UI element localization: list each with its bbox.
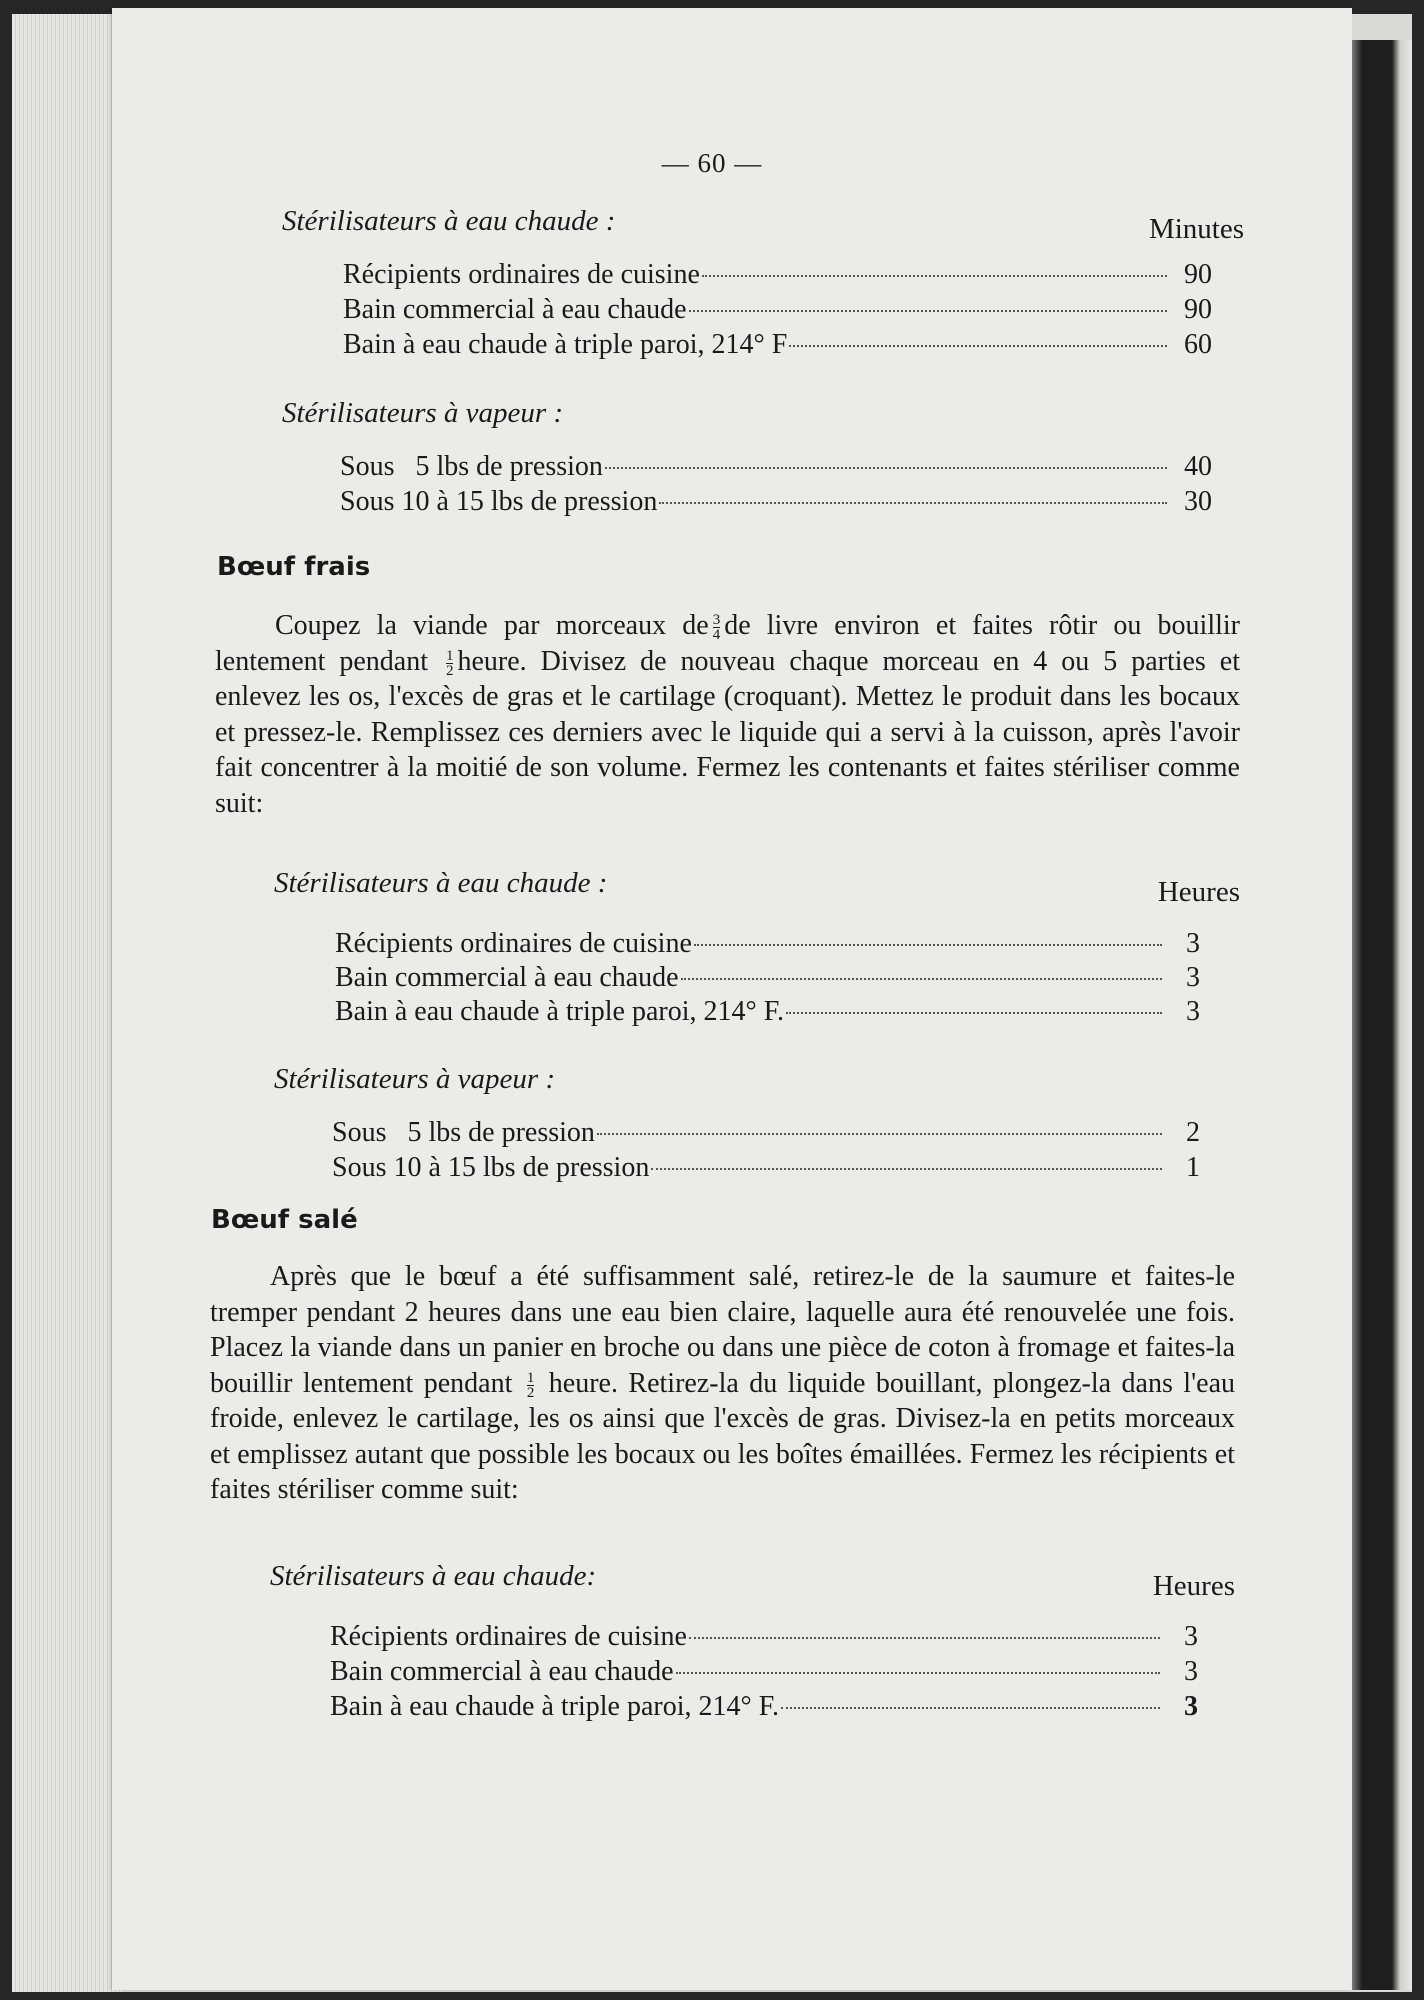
dot-leader — [605, 467, 1167, 469]
unit-label: Heures — [1152, 1570, 1235, 1602]
paragraph-text: de livre environ et faites rôtir ou bouillir lentement pendant — [215, 610, 1240, 677]
table-row — [330, 1620, 1216, 1654]
row-value: 3 — [1184, 1656, 1198, 1687]
unit-label: Minutes — [1148, 213, 1244, 245]
table-row — [335, 927, 1218, 961]
dot-leader — [689, 310, 1167, 312]
row-value: 30 — [1184, 486, 1212, 517]
dot-leader — [681, 978, 1162, 980]
dot-leader — [781, 1707, 1160, 1709]
row-label: Bain à eau chaude à triple paroi, 214° F. — [330, 1691, 780, 1722]
table-row — [343, 258, 1223, 292]
paragraph-text: Après que le bœuf a été suffisamment salé, retirez-le de la saumure et faites-le tremper pendant 2 heures dans une eau bien claire, laquelle aura été renouvelée une fois. Placez la viande dans un panier en broche ou dans une pièce de coton à fromage et faites-la bouillir lentement pendant — [210, 1261, 1235, 1399]
table-row — [330, 1690, 1216, 1724]
section-label: Stérilisateurs à vapeur : — [274, 1063, 556, 1095]
page-number: — 60 — — [661, 148, 763, 178]
row-value: 3 — [1184, 1621, 1198, 1652]
row-label: Bain à eau chaude à triple paroi, 214° F. — [335, 996, 785, 1027]
row-label: Bain commercial à eau chaude — [335, 962, 679, 993]
table-row — [330, 1655, 1216, 1689]
section-label: Stérilisateurs à eau chaude : — [274, 867, 608, 899]
dot-leader — [689, 1637, 1160, 1639]
dot-leader — [789, 345, 1167, 347]
section-label: Stérilisateurs à eau chaude: — [270, 1560, 597, 1592]
table-row — [340, 485, 1223, 519]
table-row — [343, 293, 1223, 327]
dot-leader — [597, 1133, 1162, 1135]
table-row — [335, 995, 1218, 1029]
row-label: Sous 10 à 15 lbs de pression — [340, 486, 658, 517]
dot-leader — [676, 1672, 1160, 1674]
paragraph-text: Coupez la viande par morceaux de — [275, 610, 709, 641]
paragraph-text: heure. Divisez de nouveau chaque morceau en 4 ou 5 parties et enlevez les os, l'excès de gras et le cartilage (croquant). Mettez le produit dans les bocaux et pressez-le. Remplissez ces derniers avec le liquide qui a servi à la cuisson, après l'avoir fait concentrer à la moitié de son volume. Fermez les contenants et faites stériliser comme suit: — [215, 645, 1240, 819]
table-row — [340, 450, 1223, 484]
dot-leader — [702, 275, 1167, 277]
row-value: 1 — [1186, 1152, 1200, 1183]
unit-label: Heures — [1157, 876, 1240, 908]
row-label: Sous 5 lbs de pression — [332, 1117, 595, 1148]
row-label: Bain commercial à eau chaude — [343, 294, 687, 325]
paragraph — [215, 608, 1240, 821]
section-label: Stérilisateurs à vapeur : — [282, 397, 564, 429]
row-value: 3 — [1186, 996, 1200, 1027]
row-label: Récipients ordinaires de cuisine — [330, 1621, 687, 1652]
row-label: Bain commercial à eau chaude — [330, 1656, 674, 1687]
dot-leader — [651, 1168, 1162, 1170]
row-label: Récipients ordinaires de cuisine — [343, 259, 700, 290]
row-label: Récipients ordinaires de cuisine — [335, 928, 692, 959]
row-value: 3 — [1184, 1691, 1198, 1722]
row-value: 60 — [1184, 329, 1212, 360]
row-value: 90 — [1184, 294, 1212, 325]
row-label: Sous 10 à 15 lbs de pression — [332, 1152, 650, 1183]
row-value: 3 — [1186, 928, 1200, 959]
row-value: 90 — [1184, 259, 1212, 290]
row-label: Sous 5 lbs de pression — [340, 451, 603, 482]
section-label: Stérilisateurs à eau chaude : — [282, 205, 616, 237]
dot-leader — [694, 944, 1162, 946]
section-heading: Bœuf frais — [217, 552, 371, 582]
section-heading: Bœuf salé — [211, 1205, 358, 1235]
fraction: $\frac{3}{4}$ — [712, 612, 721, 644]
table-row — [332, 1116, 1218, 1150]
row-label: Bain à eau chaude à triple paroi, 214° F — [343, 329, 788, 360]
dot-leader — [786, 1012, 1162, 1014]
table-row — [335, 961, 1218, 995]
dot-leader — [659, 502, 1167, 504]
fraction: $\frac{1}{2}$ — [445, 647, 454, 679]
row-value: 2 — [1186, 1117, 1200, 1148]
paragraph-text: heure. Retirez-la du liquide bouillant, plongez-la dans l'eau froide, enlevez le cartilage, les os ainsi que l'excès de gras. Divisez-la en petits morceaux et emplissez autant que possible les bocaux ou les boîtes émaillées. Fermez les récipients et faites stériliser comme suit: — [210, 1367, 1235, 1505]
fraction: $\frac{1}{2}$ — [526, 1369, 535, 1401]
table-row — [332, 1151, 1218, 1185]
row-value: 40 — [1184, 451, 1212, 482]
row-value: 3 — [1186, 962, 1200, 993]
paragraph — [210, 1259, 1235, 1508]
table-row — [343, 328, 1223, 362]
